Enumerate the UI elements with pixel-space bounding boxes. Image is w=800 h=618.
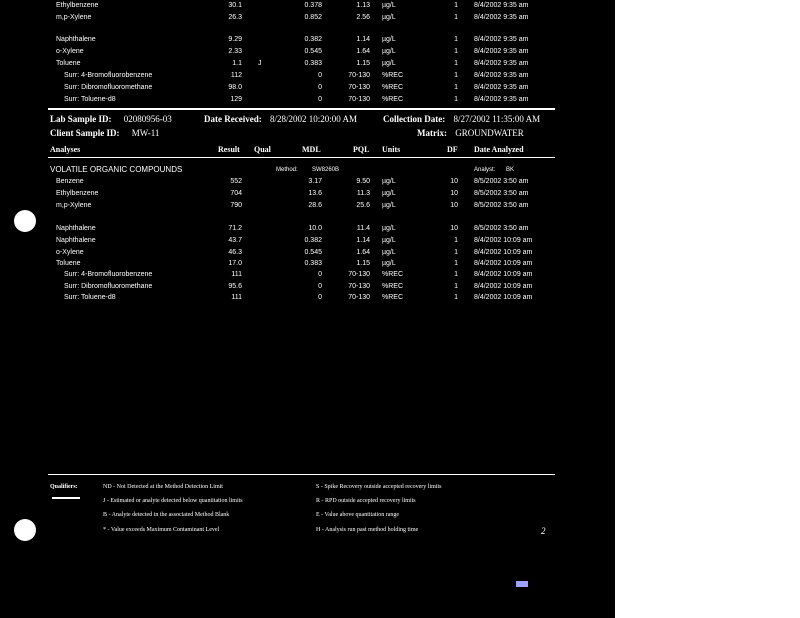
units-cell: µg/L	[382, 202, 396, 209]
column-header-units: Units	[382, 145, 401, 154]
pql-cell: 1.14	[356, 237, 370, 244]
sample-separator-line	[48, 108, 555, 110]
mdl-cell: 0	[318, 96, 322, 103]
mdl-cell: 0.852	[304, 14, 322, 21]
table-row	[0, 94, 615, 106]
result-cell: 1.1	[232, 60, 242, 67]
logo-mark	[52, 497, 80, 499]
df-cell: 10	[450, 190, 458, 197]
units-cell: %REC	[382, 271, 404, 278]
table-row	[0, 70, 615, 82]
units-cell: µg/L	[382, 260, 396, 267]
table-row	[0, 200, 615, 212]
mdl-cell: 0	[318, 271, 322, 278]
client-sample-id-label: Client Sample ID:	[50, 128, 120, 138]
pql-cell: 70-130	[348, 84, 370, 91]
df-cell: 1	[454, 249, 458, 256]
qualifiers-separator-line	[48, 474, 555, 475]
client-sample-id-value: MW-11	[131, 128, 160, 138]
result-cell: 790	[230, 202, 242, 209]
analyte-cell: Surr: 4-Bromofluorobenzene	[64, 72, 153, 79]
pql-cell: 9.50	[356, 178, 370, 185]
analyte-cell: Surr: Dibromofluoromethane	[64, 84, 153, 91]
client-sample-id	[50, 128, 159, 138]
result-cell: 46.3	[228, 249, 242, 256]
analyte-cell: Surr: Toluene-d8	[64, 294, 116, 301]
collection-date-value: 8/27/2002 11:35:00 AM	[453, 114, 541, 124]
analyte-cell: m,p-Xylene	[56, 202, 92, 209]
df-cell: 10	[450, 225, 458, 232]
df-cell: 1	[454, 294, 458, 301]
result-cell: 95.6	[228, 283, 242, 290]
date-analyzed-cell: 8/4/2002 9:35 am	[474, 96, 529, 103]
mdl-cell: 0.382	[304, 36, 322, 43]
mdl-cell: 0	[318, 72, 322, 79]
units-cell: µg/L	[382, 190, 396, 197]
mdl-cell: 13.6	[308, 190, 322, 197]
df-cell: 1	[454, 96, 458, 103]
pql-cell: 1.15	[356, 60, 370, 67]
df-cell: 1	[454, 84, 458, 91]
units-cell: %REC	[382, 294, 404, 301]
column-header-date-analyzed: Date Analyzed	[474, 145, 524, 154]
table-row	[0, 12, 615, 24]
analyte-cell: o-Xylene	[56, 48, 84, 55]
table-row	[0, 223, 615, 235]
result-cell: 30.1	[228, 2, 242, 9]
result-cell: 111	[231, 294, 242, 301]
analyte-cell: Toluene	[56, 260, 81, 267]
date-analyzed-cell: 8/4/2002 10:09 am	[474, 271, 533, 278]
units-cell: %REC	[382, 283, 404, 290]
pql-cell: 2.56	[356, 14, 370, 21]
units-cell: %REC	[382, 96, 404, 103]
section-title: VOLATILE ORGANIC COMPOUNDS	[50, 165, 183, 174]
date-analyzed-cell: 8/4/2002 9:35 am	[474, 60, 529, 67]
pql-cell: 11.3	[356, 190, 370, 197]
analyte-cell: Ethylbenzene	[56, 190, 99, 197]
qualifier-b: B - Analyte detected in the associated Method Blank	[103, 512, 230, 518]
date-analyzed-cell: 8/4/2002 10:09 am	[474, 237, 533, 244]
df-cell: 1	[454, 237, 458, 244]
df-cell: 1	[454, 60, 458, 67]
analyte-cell: Toluene	[56, 60, 81, 67]
pql-cell: 70-130	[348, 96, 370, 103]
df-cell: 1	[454, 260, 458, 267]
mdl-cell: 0	[318, 283, 322, 290]
column-header-qual: Qual	[254, 145, 271, 154]
pql-cell: 70-130	[348, 283, 370, 290]
df-cell: 1	[454, 283, 458, 290]
df-cell: 1	[454, 48, 458, 55]
result-cell: 112	[230, 72, 242, 79]
analyte-cell: Benzene	[56, 178, 84, 185]
column-header-df: DF	[447, 145, 458, 154]
units-cell: µg/L	[382, 178, 396, 185]
date-analyzed-cell: 8/4/2002 9:35 am	[474, 48, 529, 55]
date-analyzed-cell: 8/5/2002 3:50 am	[474, 190, 529, 197]
mdl-cell: 0.383	[304, 60, 322, 67]
mdl-cell: 0.545	[304, 249, 322, 256]
analyte-cell: Naphthalene	[56, 225, 96, 232]
mdl-cell: 10.0	[308, 225, 322, 232]
pql-cell: 70-130	[348, 271, 370, 278]
df-cell: 1	[454, 72, 458, 79]
pql-cell: 1.13	[356, 2, 370, 9]
qualifier-h: H - Analysis run past method holding time	[316, 527, 419, 533]
collection-date	[383, 114, 540, 124]
pql-cell: 11.4	[356, 225, 370, 232]
column-header-result: Result	[218, 145, 240, 154]
date-analyzed-cell: 8/4/2002 10:09 am	[474, 249, 533, 256]
table-row	[0, 235, 615, 247]
lab-sample-id-label: Lab Sample ID:	[50, 114, 112, 124]
lab-sample-id	[50, 114, 172, 124]
analyst-label: Analyst:	[474, 167, 496, 173]
units-cell: µg/L	[382, 2, 396, 9]
date-analyzed-cell: 8/5/2002 3:50 am	[474, 225, 529, 232]
table-row	[0, 176, 615, 188]
analyte-cell: Surr: Toluene-d8	[64, 96, 116, 103]
result-cell: 98.0	[228, 84, 242, 91]
punch-hole-bottom	[14, 519, 36, 541]
qualifier-star: * - Value exceeds Maximum Contaminant Level	[103, 527, 220, 533]
pql-cell: 1.15	[356, 260, 370, 267]
matrix-value: GROUNDWATER	[455, 128, 524, 138]
lab-sample-id-value: 02080956-03	[123, 114, 172, 124]
units-cell: µg/L	[382, 60, 396, 67]
qualifiers-label: Qualifiers:	[50, 484, 78, 490]
date-analyzed-cell: 8/4/2002 10:09 am	[474, 283, 533, 290]
pql-cell: 70-130	[348, 72, 370, 79]
table-row	[0, 34, 615, 46]
df-cell: 10	[450, 178, 458, 185]
table-row	[0, 269, 615, 281]
result-cell: 2.33	[228, 48, 242, 55]
column-header-analyses: Analyses	[50, 145, 81, 154]
qualifier-r: R - RPD outside accepted recovery limits	[316, 498, 416, 504]
result-cell: 9.29	[228, 36, 242, 43]
analyte-cell: Ethylbenzene	[56, 2, 99, 9]
column-header-pql: PQL	[353, 145, 370, 154]
date-analyzed-cell: 8/4/2002 9:35 am	[474, 72, 529, 79]
date-analyzed-cell: 8/4/2002 9:35 am	[474, 84, 529, 91]
method-value: SW8260B	[312, 167, 340, 173]
column-header-mdl: MDL	[302, 145, 321, 154]
units-cell: %REC	[382, 84, 404, 91]
result-cell: 704	[230, 190, 242, 197]
mdl-cell: 0	[318, 294, 322, 301]
result-cell: 71.2	[228, 225, 242, 232]
date-received-label: Date Received:	[204, 114, 262, 124]
date-analyzed-cell: 8/5/2002 3:50 am	[474, 202, 529, 209]
date-analyzed-cell: 8/4/2002 9:35 am	[474, 36, 529, 43]
units-cell: µg/L	[382, 48, 396, 55]
units-cell: µg/L	[382, 14, 396, 21]
units-cell: µg/L	[382, 36, 396, 43]
date-received-value: 8/28/2002 10:20:00 AM	[269, 114, 357, 124]
analyte-cell: o-Xylene	[56, 249, 84, 256]
mdl-cell: 0.378	[304, 2, 322, 9]
df-cell: 1	[454, 2, 458, 9]
table-row	[0, 58, 615, 70]
pql-cell: 1.14	[356, 36, 370, 43]
date-analyzed-cell: 8/4/2002 9:35 am	[474, 14, 529, 21]
result-cell: 26.3	[228, 14, 242, 21]
date-analyzed-cell: 8/4/2002 9:35 am	[474, 2, 529, 9]
mdl-cell: 0.545	[304, 48, 322, 55]
date-received	[204, 114, 357, 124]
qual-cell: J	[258, 60, 262, 67]
analyte-cell: Surr: Dibromofluoromethane	[64, 283, 153, 290]
result-cell: 129	[230, 96, 242, 103]
qualifier-nd: ND - Not Detected at the Method Detection Limit	[103, 484, 223, 490]
units-cell: µg/L	[382, 249, 396, 256]
collection-date-label: Collection Date:	[383, 114, 446, 124]
mdl-cell: 0	[318, 84, 322, 91]
qualifier-s: S - Spike Recovery outside accepted recovery limits	[316, 484, 442, 490]
pql-cell: 70-130	[348, 294, 370, 301]
result-cell: 17.0	[228, 260, 242, 267]
result-cell: 552	[230, 178, 242, 185]
table-row	[0, 292, 615, 304]
units-cell: µg/L	[382, 237, 396, 244]
method-label: Method:	[276, 167, 298, 173]
mdl-cell: 3.17	[308, 178, 322, 185]
table-row	[0, 46, 615, 58]
units-cell: %REC	[382, 72, 404, 79]
date-analyzed-cell: 8/4/2002 10:09 am	[474, 294, 533, 301]
pql-cell: 1.64	[356, 249, 370, 256]
units-cell: µg/L	[382, 225, 396, 232]
matrix-label: Matrix:	[417, 128, 447, 138]
analyte-cell: m,p-Xylene	[56, 14, 92, 21]
mdl-cell: 0.382	[304, 237, 322, 244]
date-analyzed-cell: 8/4/2002 10:09 am	[474, 260, 533, 267]
mdl-cell: 0.383	[304, 260, 322, 267]
date-analyzed-cell: 8/5/2002 3:50 am	[474, 178, 529, 185]
mdl-cell: 28.6	[308, 202, 322, 209]
df-cell: 1	[454, 14, 458, 21]
df-cell: 1	[454, 271, 458, 278]
page-number: 2	[541, 526, 546, 536]
table-row	[0, 82, 615, 94]
qualifier-j: J - Estimated or analyte detected below quantitation limits	[103, 498, 243, 504]
section-heading-row	[0, 164, 615, 176]
column-header-underline	[48, 157, 555, 158]
result-cell: 111	[231, 271, 242, 278]
result-cell: 43.7	[228, 237, 242, 244]
table-row	[0, 0, 615, 12]
matrix	[417, 128, 524, 138]
scan-mark	[516, 581, 528, 587]
df-cell: 10	[450, 202, 458, 209]
analyst-value: BK	[506, 167, 515, 173]
analyte-cell: Naphthalene	[56, 237, 96, 244]
analyte-cell: Surr: 4-Bromofluorobenzene	[64, 271, 153, 278]
table-row	[0, 188, 615, 200]
pql-cell: 1.64	[356, 48, 370, 55]
pql-cell: 25.6	[356, 202, 370, 209]
qualifier-e: E - Value above quantitation range	[316, 512, 400, 518]
df-cell: 1	[454, 36, 458, 43]
analyte-cell: Naphthalene	[56, 36, 96, 43]
